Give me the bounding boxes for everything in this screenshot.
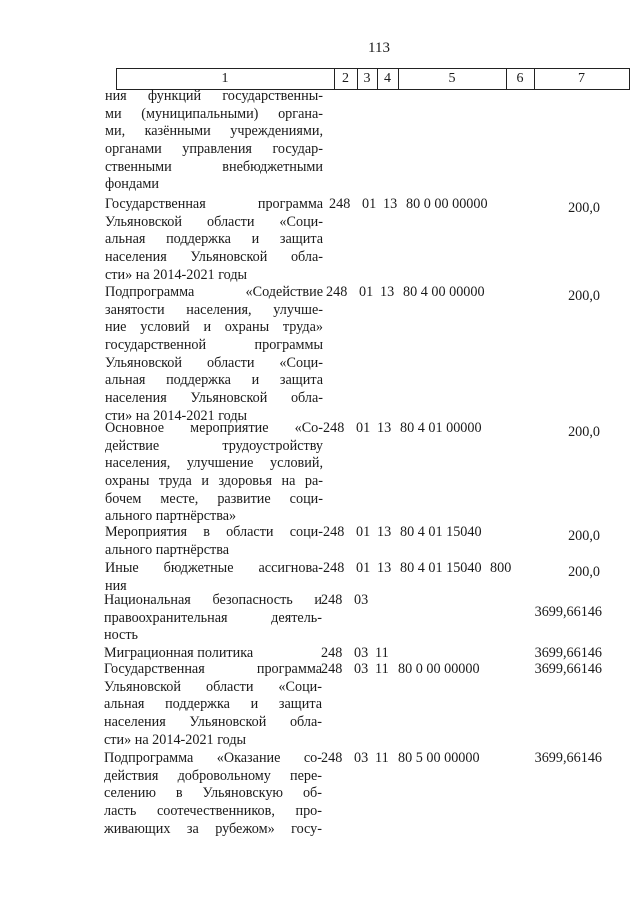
row-expense-type: 800 [490,560,512,576]
row-name [105,560,323,595]
row-amount: 3699,66146 [534,661,602,677]
column-header-3: 3 [363,71,371,86]
row-name [104,661,322,749]
row-name-line: альная поддержка и защита [105,372,323,389]
row-amount: 200,0 [568,200,600,216]
row-name-line: государственной программы [105,337,323,354]
row-name-line: Миграционная политика [104,645,254,661]
row-target-article: 80 4 00 00000 [403,284,485,300]
row-section: 01 [356,560,371,576]
row-name-line: Государственная программа [104,661,322,677]
row-grbs: 248 [321,661,343,677]
row-name-line: Государственная программа [105,196,323,212]
row-name-line: населения Ульяновской обла- [105,390,323,407]
row-section: 01 [359,284,374,300]
column-header-7: 7 [578,71,585,86]
row-name-line: Подпрограмма «Оказание со- [104,750,322,766]
row-name-line: ние условий и охраны труда» [105,319,323,336]
row-target-article: 80 4 01 00000 [400,420,482,436]
row-subsection: 13 [380,284,395,300]
row-name [105,284,323,426]
row-name-line: ального партнёрства [105,541,230,558]
row-grbs: 248 [326,284,348,300]
row-name-line: правоохранительная деятель- [104,609,322,626]
row-section: 01 [356,524,371,540]
row-section: 03 [354,750,369,766]
row-section: 01 [356,420,371,436]
row-grbs: 248 [323,560,345,576]
row-name-line: Основное мероприятие «Со- [105,420,323,436]
row-subsection: 13 [377,524,392,540]
row-name-line: селению в Ульяновскую об- [104,785,322,802]
row-name-line: сти» на 2014-2021 годы [105,266,248,283]
row-name-line: населения Ульяновской обла- [105,249,323,266]
row-name-line: ми (муниципальными) органа- [105,105,323,122]
row-name-line: ность [104,627,139,644]
row-amount: 3699,66146 [534,645,602,661]
row-name-line: Иные бюджетные ассигнова- [105,560,323,576]
row-subsection: 13 [383,196,398,212]
row-name [105,524,323,559]
row-name-line: действие трудоустройству [105,437,323,454]
row-target-article: 80 0 00 00000 [398,661,480,677]
row-name-line: ния [105,577,127,594]
row-target-article: 80 0 00 00000 [406,196,488,212]
row-name-line: альная поддержка и защита [105,231,323,248]
row-amount: 200,0 [568,288,600,304]
row-name-line: фондами [105,176,159,193]
row-section: 03 [354,645,369,661]
row-name-line: населения Ульяновской обла- [104,714,322,731]
row-name [105,196,323,284]
row-grbs: 248 [321,592,343,608]
row-section: 01 [362,196,377,212]
row-grbs: 248 [323,524,345,540]
row-name-line: Подпрограмма «Содействие [105,284,323,300]
row-amount: 3699,66146 [534,750,602,766]
row-amount: 200,0 [568,424,600,440]
column-header-6: 6 [516,71,524,86]
row-name-line: ния функций государственны- [105,88,323,104]
column-header-1: 1 [221,71,229,86]
row-name-line: Ульяновской области «Соци- [105,213,323,230]
row-subsection: 11 [375,645,389,661]
row-name-line: ственными внебюджетными [105,158,323,175]
table-header [116,68,630,90]
row-name-line: живающих за рубежом» госу- [104,820,322,837]
row-name-line: ми, казёнными учреждениями, [105,123,323,140]
row-grbs: 248 [329,196,351,212]
row-name-line: Ульяновской области «Соци- [105,354,323,371]
row-name-line: охраны труда и здоровья на ра- [105,473,323,490]
row-name-line: Мероприятия в области соци- [105,524,323,540]
column-header-2: 2 [342,71,349,86]
row-name-line: альная поддержка и защита [104,696,322,713]
row-amount: 3699,66146 [534,604,602,620]
row-name-line: Национальная безопасность и [104,592,322,608]
row-target-article: 80 4 01 15040 [400,524,482,540]
row-name-line: населения, улучшение условий, [105,455,323,472]
row-target-article: 80 5 00 00000 [398,750,480,766]
row-subsection: 11 [375,750,389,766]
row-subsection: 13 [377,560,392,576]
row-name-line: ального партнёрства» [105,508,237,525]
row-name-line: ласть соотечественников, про- [104,803,322,820]
row-subsection: 11 [375,661,389,677]
row-name-line: бочем месте, развитие соци- [105,490,323,507]
row-name [105,88,323,194]
row-name [105,420,323,526]
row-name-line: сти» на 2014-2021 годы [104,731,247,748]
page-number: 113 [368,40,390,56]
column-header-5: 5 [448,71,456,86]
row-amount: 200,0 [568,564,600,580]
row-subsection: 13 [377,420,392,436]
row-name-line: занятости населения, улучше- [105,301,323,318]
row-name-line: действия добровольному пере- [104,767,322,784]
row-section: 03 [354,592,369,608]
row-name-line: Ульяновской области «Соци- [104,678,322,695]
column-header-4: 4 [384,71,391,86]
row-amount: 200,0 [568,528,600,544]
row-target-article: 80 4 01 15040 [400,560,482,576]
row-grbs: 248 [321,645,343,661]
row-section: 03 [354,661,369,677]
row-grbs: 248 [323,420,345,436]
row-name-line: сти» на 2014-2021 годы [105,407,248,424]
row-grbs: 248 [321,750,343,766]
row-name [104,750,322,838]
row-name [104,592,322,645]
row-name-line: органами управления государ- [105,141,323,158]
